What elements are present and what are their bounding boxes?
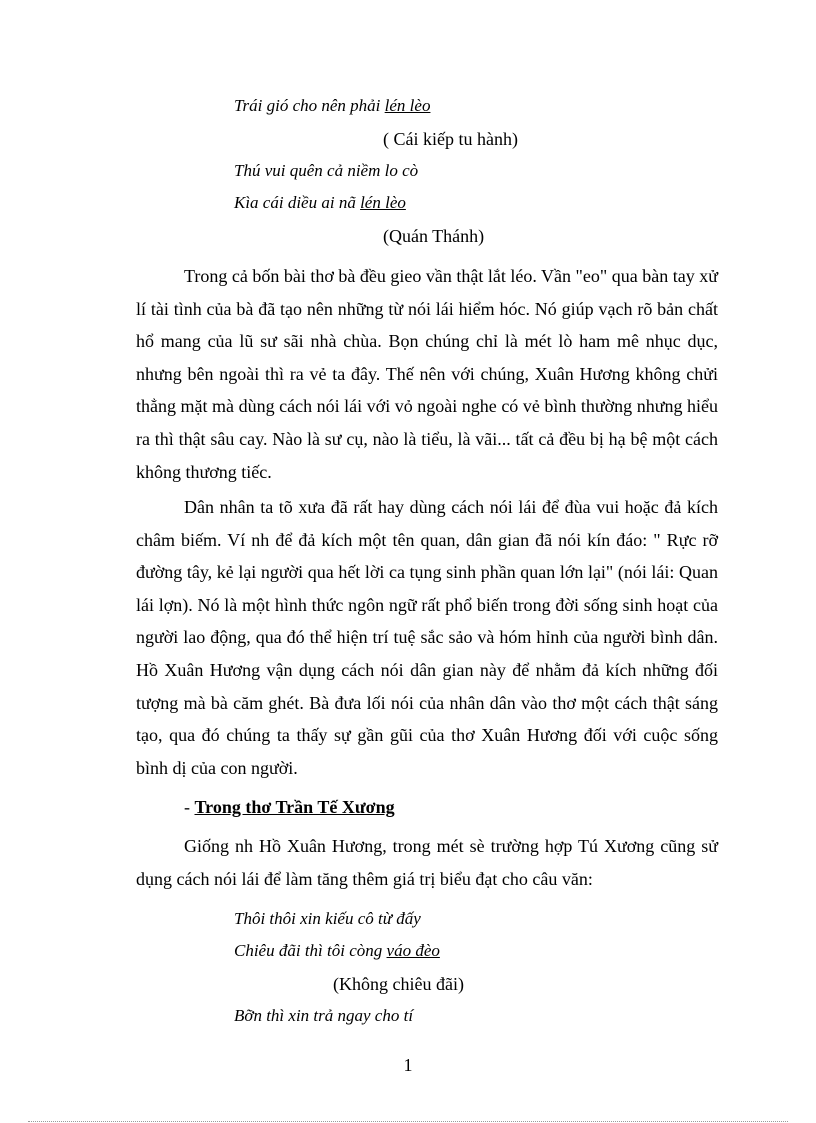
underlined-word: lén lèo [360, 193, 406, 212]
body-text [136, 830, 718, 895]
verse-source: (Không chiêu đãi) [333, 974, 464, 994]
verse-source: ( Cái kiếp tu hành) [383, 129, 518, 149]
paragraph: Trong cả bốn bài thơ bà đều gieo vần thật lắt léo. Vần "eo" qua bàn tay xử lí tài tình của bà đã tạo nên những từ nói lái hiểm hóc. Nó giúp vạch rõ bản chất hổ mang của lũ sư sãi nhà chùa. Bọn chúng chỉ là mét lò ham mê nhục dục, nhưng bên ngoài thì ra vẻ ta đây. Thế nên với chúng, Xuân Hương không chửi thẳng mặt mà dùng cách nói lái với vỏ ngoài nghe có vẻ bình thường nhưng hiểu ra thì thật sâu cay. Nào là sư cụ, nào là tiểu, là vãi... tất cả đều bị hạ bệ một cách không thương tiếc. [136, 266, 718, 482]
verse-line [234, 940, 440, 962]
verse-text: Kìa cái diều ai nã [234, 193, 361, 212]
verse-source: (Quán Thánh) [383, 226, 485, 246]
verse-line [234, 192, 406, 214]
verse-line: Thôi thôi xin kiếu cô từ đấy [234, 909, 421, 928]
footer-divider [28, 1121, 788, 1122]
underlined-word: váo đèo [386, 941, 440, 960]
underlined-word: lén lèo [384, 96, 431, 115]
body-text [136, 260, 718, 488]
body-text [136, 491, 718, 784]
page-number: 1 [403, 1055, 413, 1075]
verse-line: Bỡn thì xin trả ngay cho tí [234, 1006, 414, 1025]
heading-dash: - [184, 797, 195, 817]
paragraph: Giống nh Hồ Xuân Hương, trong mét sè trường hợp Tú Xương cũng sử dụng cách nói lái để làm tăng thêm giá trị biểu đạt cho câu văn: [136, 836, 718, 889]
section-heading [184, 796, 395, 818]
verse-line [234, 95, 430, 117]
paragraph: Dân nhân ta tõ xưa đã rất hay dùng cách nói lái để đùa vui hoặc đả kích châm biếm. Ví nh để đả kích một tên quan, dân gian đã nói kín đáo: " Rực rỡ đường tây, kẻ lại người qua hết lời ca tụng sinh phần quan lớn lại" (nói lái: Quan lái lợn). Nó là một hình thức ngôn ngữ rất phổ biến trong đời sống sinh hoạt của người lao động, qua đó thể hiện trí tuệ sắc sảo và hóm hỉnh của người bình dân. Hồ Xuân Hương vận dụng cách nói dân gian này để nhằm đả kích những đối tượng mà bà căm ghét. Bà đưa lối nói của nhân dân vào thơ một cách thật sáng tạo, qua đó chúng ta thấy sự gần gũi của thơ Xuân Hương đối với cuộc sống bình dị của con người. [136, 497, 718, 778]
verse-text: Chiêu đãi thì tôi còng [234, 941, 387, 960]
verse-line: Thú vui quên cả niềm lo cò [234, 161, 419, 180]
heading-text: Trong thơ Trần Tế Xương [194, 797, 395, 817]
verse-text: Trái gió cho nên phải [234, 96, 385, 115]
